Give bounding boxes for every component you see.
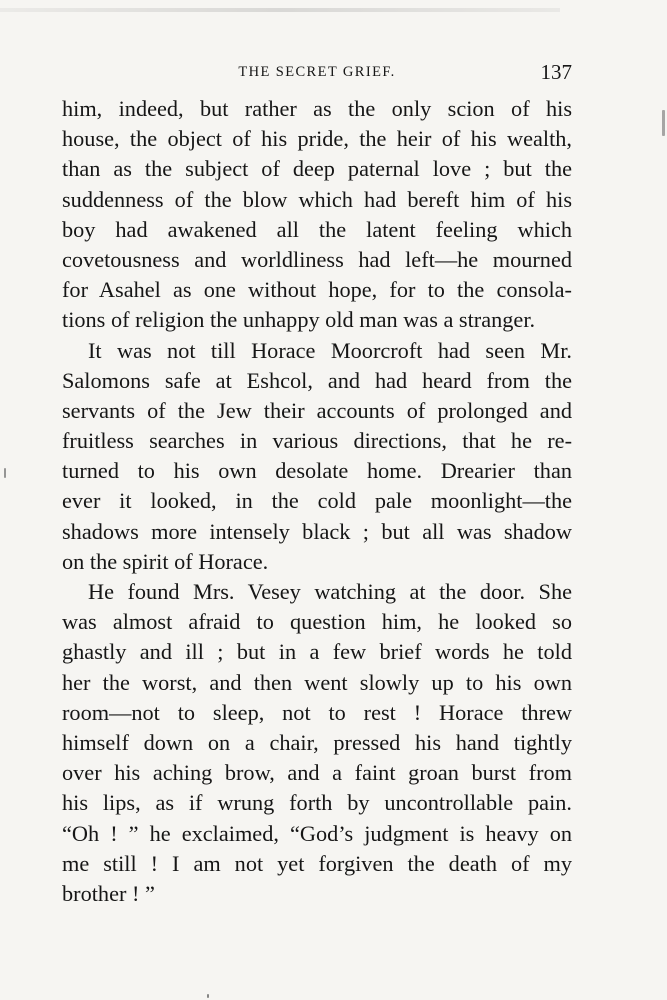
text-line: for Asahel as one without hope, for to the consola- xyxy=(62,277,572,303)
text-line: He found Mrs. Vesey watching at the door. She xyxy=(88,579,572,604)
running-header xyxy=(62,60,572,86)
scan-speck xyxy=(662,110,665,136)
scan-edge-shadow xyxy=(0,8,560,12)
text-line: over his aching brow, and a faint groan burst from xyxy=(62,760,572,786)
scan-speck xyxy=(4,468,6,478)
text-line: brother ! ” xyxy=(62,880,155,906)
scan-speck xyxy=(207,994,209,998)
text-line: on the spirit of Horace. xyxy=(62,548,269,574)
text-line: It was not till Horace Moorcroft had seen Mr. xyxy=(88,337,572,363)
running-title: THE SECRET GRIEF. xyxy=(238,64,396,80)
text-line: house, the object of his pride, the heir of his wealth, xyxy=(62,126,572,152)
page-number: 137 xyxy=(540,60,572,84)
text-line: than as the subject of deep paternal love ; but the xyxy=(62,156,572,182)
body-text xyxy=(62,94,572,909)
text-line: was almost afraid to question him, he looked so xyxy=(62,609,572,635)
text-line: boy had awakened all the latent feeling which xyxy=(62,216,572,242)
text-line: her the worst, and then went slowly up to his own xyxy=(62,669,572,695)
text-line: fruitless searches in various directions, that he re- xyxy=(62,428,572,454)
text-line: him, indeed, but rather as the only scion of his xyxy=(62,96,572,121)
text-line: tions of religion the unhappy old man was a stranger. xyxy=(62,307,536,333)
text-line: shadows more intensely black ; but all was shadow xyxy=(62,518,572,544)
text-line: his lips, as if wrung forth by uncontrollable pain. xyxy=(62,790,572,816)
text-line: Salomons safe at Eshcol, and had heard from the xyxy=(62,367,572,393)
text-line: covetousness and worldliness had left—he mourned xyxy=(62,246,572,272)
text-line: himself down on a chair, pressed his hand tightly xyxy=(62,729,572,755)
text-line: suddenness of the blow which had bereft him of his xyxy=(62,186,572,212)
text-line: ghastly and ill ; but in a few brief words he told xyxy=(62,639,572,665)
text-line: ever it looked, in the cold pale moonlight—the xyxy=(62,488,572,514)
text-line: “Oh ! ” he exclaimed, “God’s judgment is heavy on xyxy=(62,820,572,846)
text-line: me still ! I am not yet forgiven the death of my xyxy=(62,850,572,876)
text-line: servants of the Jew their accounts of prolonged and xyxy=(62,397,572,423)
text-line: room—not to sleep, not to rest ! Horace threw xyxy=(62,699,572,725)
text-line: turned to his own desolate home. Drearier than xyxy=(62,458,572,484)
